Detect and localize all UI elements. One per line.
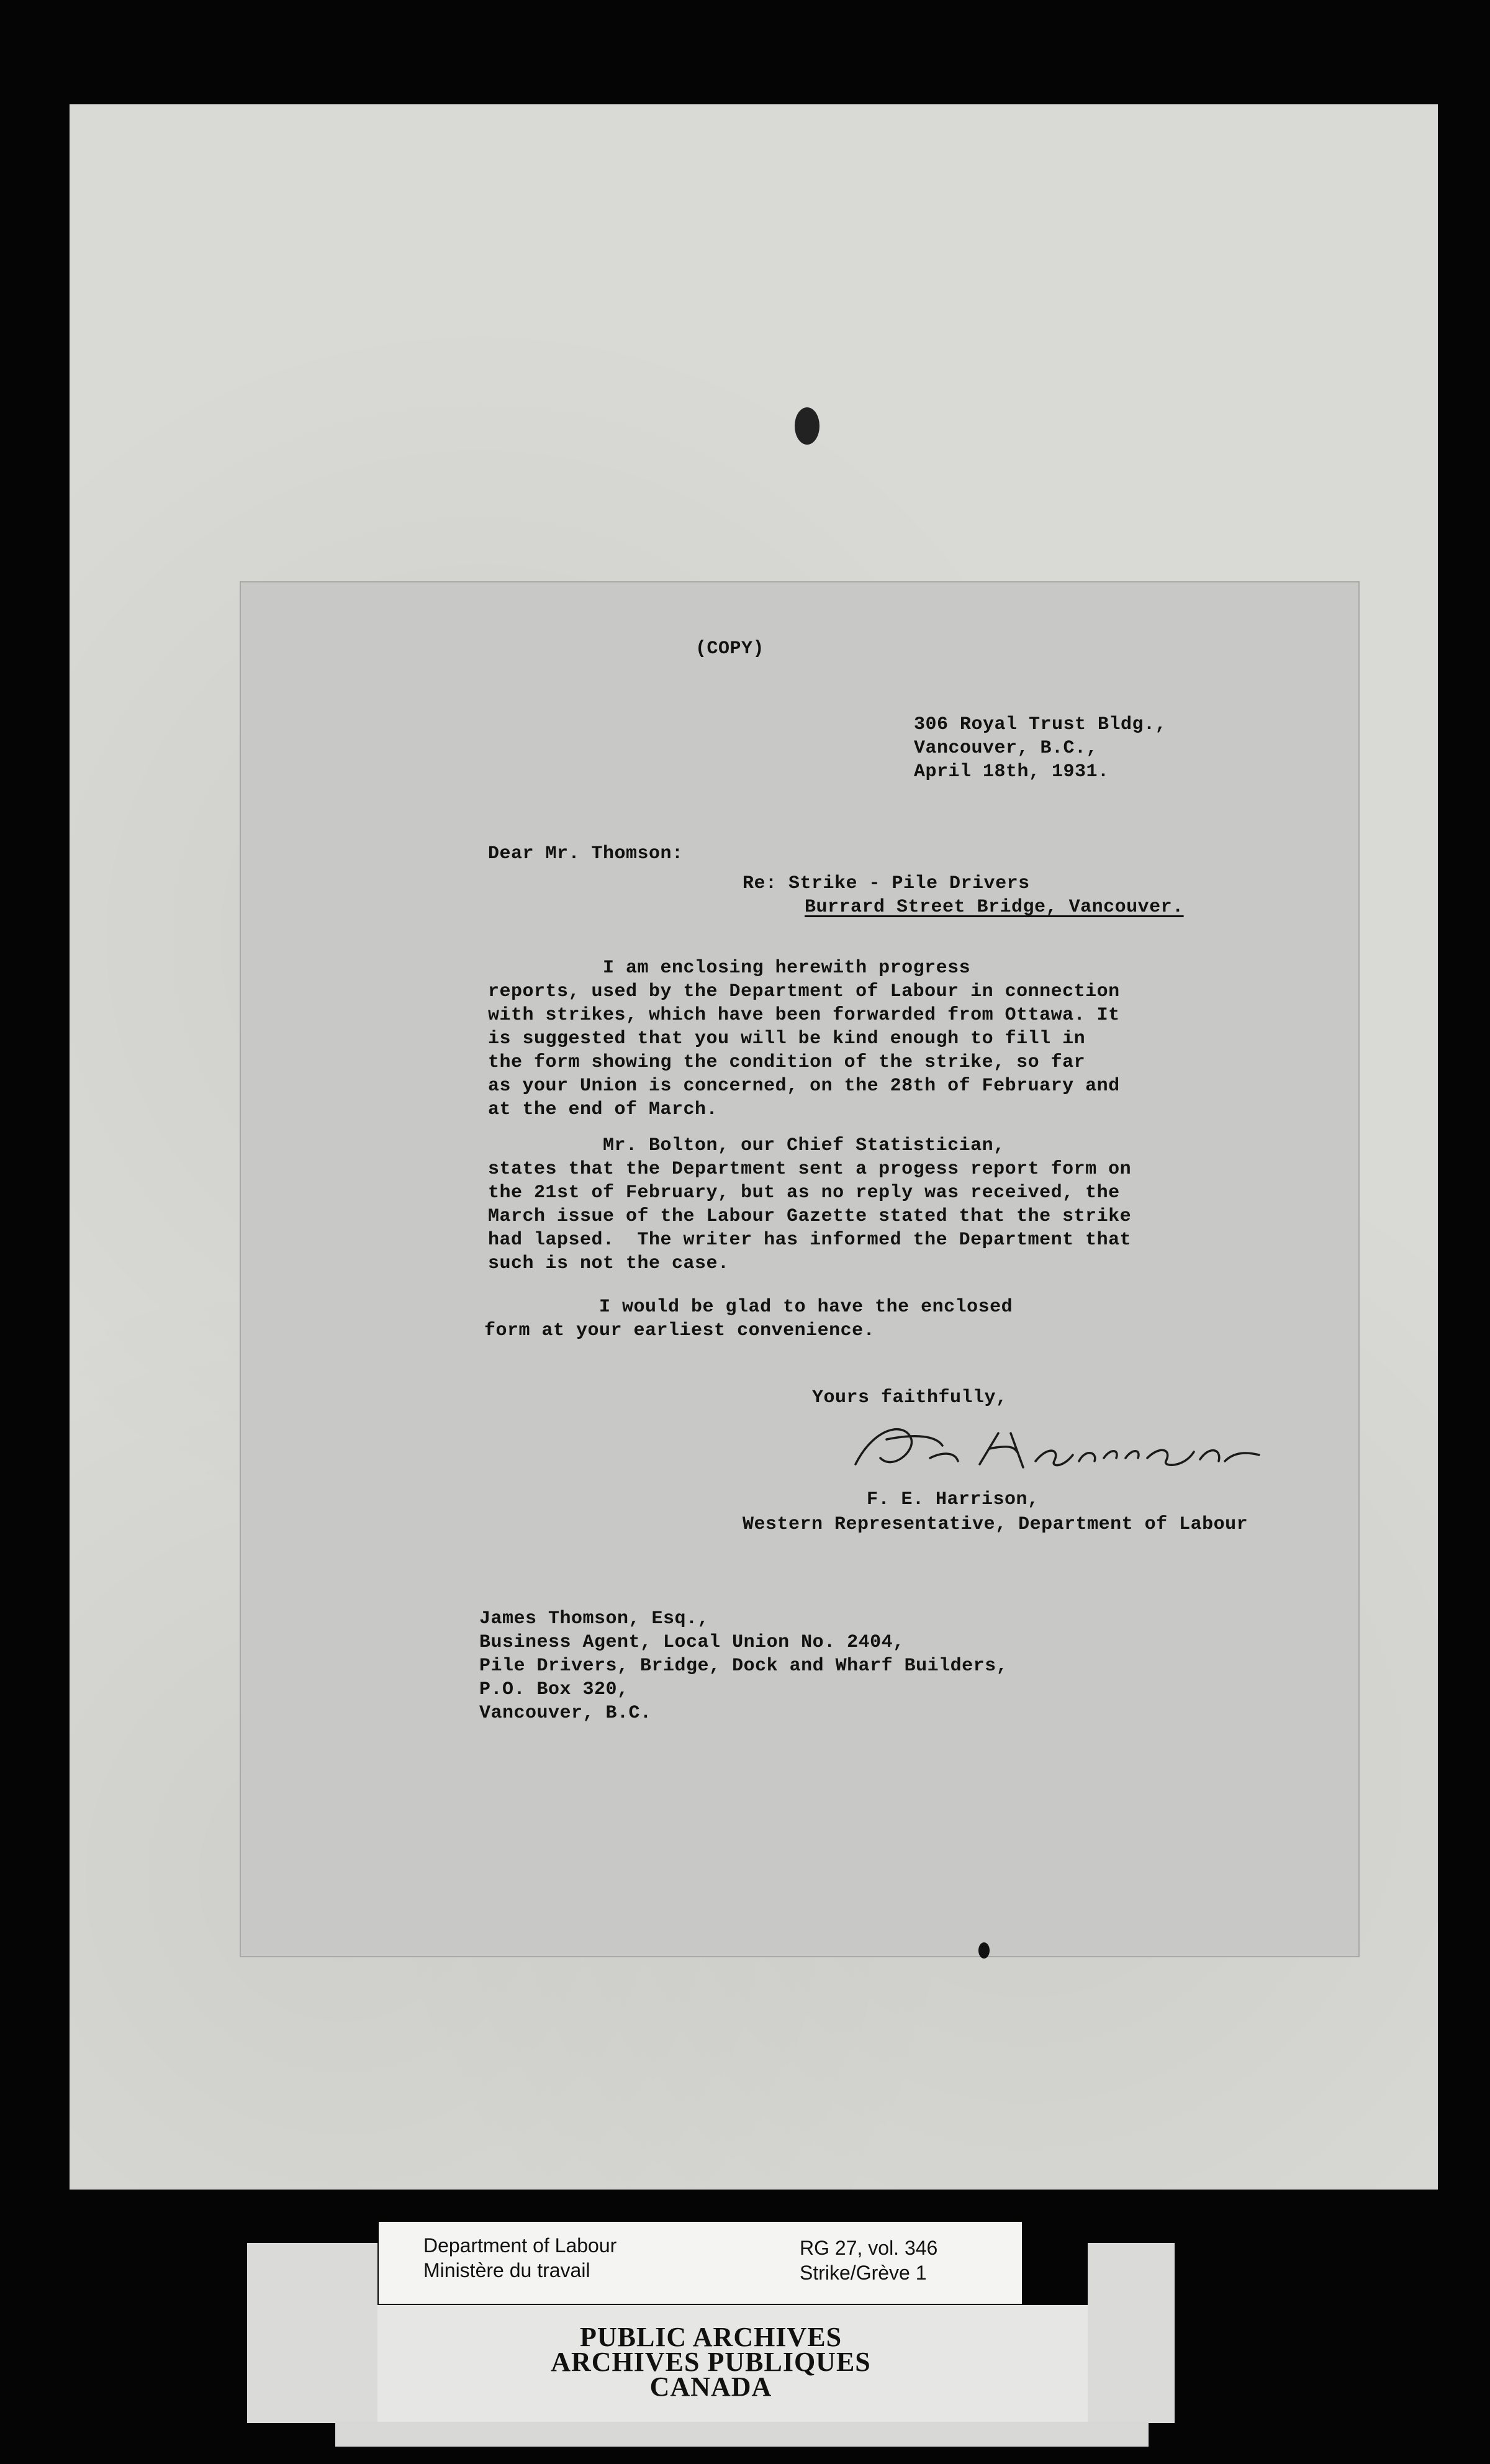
paragraph-line: Mr. Bolton, our Chief Statistician, — [488, 1135, 1005, 1156]
signer-title: Western Representative, Department of Labour — [743, 1514, 1248, 1535]
paragraph-1 — [488, 956, 1120, 1121]
recipient-line: P.O. Box 320, — [479, 1679, 629, 1700]
copy-label: (COPY) — [695, 638, 765, 659]
paragraph-line: states that the Department sent a progess report form on — [488, 1159, 1132, 1180]
closing: Yours faithfully, — [812, 1387, 1008, 1408]
paragraph-line: is suggested that you will be kind enough to fill in — [488, 1028, 1086, 1049]
sender-address-line: 306 Royal Trust Bldg., — [914, 714, 1167, 735]
salutation: Dear Mr. Thomson: — [488, 843, 684, 864]
paragraph-line: March issue of the Labour Gazette stated that the strike — [488, 1206, 1132, 1227]
paragraph-line: I would be glad to have the enclosed — [484, 1297, 1013, 1318]
archive-reference-label — [379, 2222, 1022, 2304]
paragraph-line: with strikes, which have been forwarded from Ottawa. It — [488, 1005, 1120, 1026]
stamp-line-3: CANADA — [649, 2371, 772, 2402]
archive-series: Strike/Grève 1 — [800, 2262, 927, 2284]
re-subject: Burrard Street Bridge, Vancouver. — [805, 897, 1184, 918]
board-blemish — [795, 407, 820, 445]
archive-reference: RG 27, vol. 346 — [800, 2237, 938, 2259]
stamp-line-2: ARCHIVES PUBLIQUES — [551, 2347, 871, 2377]
paragraph-2 — [488, 1134, 1131, 1275]
paragraph-line: the form showing the condition of the strike, so far — [488, 1052, 1086, 1073]
recipient-line: Pile Drivers, Bridge, Dock and Wharf Builders, — [479, 1656, 1008, 1677]
letter-sheet — [241, 582, 1358, 1956]
recipient-line: Business Agent, Local Union No. 2404, — [479, 1632, 905, 1653]
paragraph-line: form at your earliest convenience. — [484, 1320, 875, 1341]
department-en: Department of Labour — [423, 2234, 617, 2257]
label-strip — [335, 2422, 1149, 2447]
department-fr: Ministère du travail — [423, 2259, 590, 2281]
recipient-line: James Thomson, Esq., — [479, 1608, 710, 1629]
stamp-line-1: PUBLIC ARCHIVES — [579, 2322, 842, 2352]
mounting-board — [70, 104, 1438, 2190]
paragraph-line: at the end of March. — [488, 1099, 718, 1120]
sender-address-line: Vancouver, B.C., — [914, 738, 1098, 759]
recipient-address — [479, 1607, 1008, 1725]
re-line: Re: Strike - Pile Drivers — [743, 873, 1030, 894]
paragraph-line: had lapsed. The writer has informed the Department that — [488, 1230, 1132, 1251]
letter-date: April 18th, 1931. — [914, 761, 1109, 782]
paragraph-line: reports, used by the Department of Labour in connection — [488, 981, 1120, 1002]
handwritten-signature — [837, 1415, 1271, 1483]
signer-name: F. E. Harrison, — [867, 1489, 1039, 1510]
paragraph-line: the 21st of February, but as no reply was received, the — [488, 1182, 1120, 1203]
paragraph-line: as your Union is concerned, on the 28th of February and — [488, 1076, 1120, 1097]
archive-stamp-label — [247, 2305, 1175, 2423]
paragraph-line: such is not the case. — [488, 1253, 729, 1274]
paragraph-line: I am enclosing herewith progress — [488, 958, 971, 979]
punch-hole — [978, 1942, 990, 1959]
recipient-line: Vancouver, B.C. — [479, 1703, 652, 1724]
paragraph-3 — [484, 1295, 1013, 1343]
